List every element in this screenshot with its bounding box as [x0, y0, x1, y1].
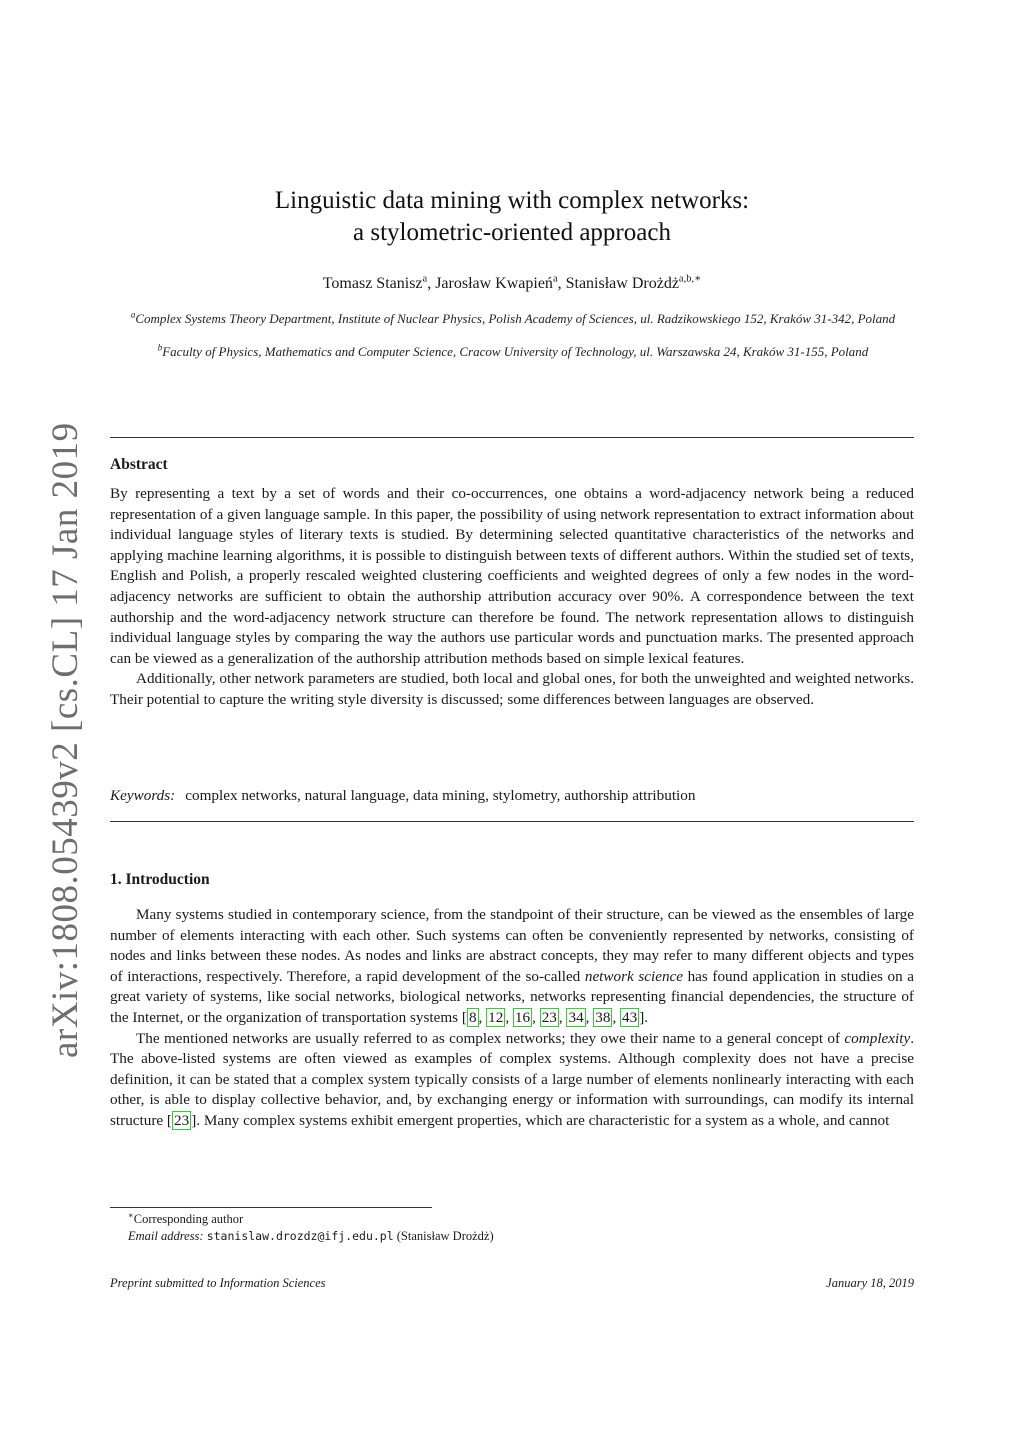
preprint-date: January 18, 2019 — [826, 1276, 914, 1290]
affiliation-b — [118, 344, 908, 361]
keywords-text: complex networks, natural language, data mining, stylometry, authorship attribution — [185, 787, 696, 804]
author-name: Jarosław Kwapień — [435, 275, 553, 292]
arxiv-identifier-stamp[interactable]: arXiv:1808.05439v2 [cs.CL] 17 Jan 2019 — [45, 422, 86, 1058]
citation-link[interactable]: 16 — [514, 1008, 531, 1026]
affiliation-a — [118, 311, 908, 328]
email-label: Email address: — [128, 1229, 204, 1243]
keywords — [110, 786, 914, 806]
citation-link[interactable]: 12 — [488, 1008, 504, 1026]
intro-text: has found application in studies on a great variety of systems, like social networks, biological networks, networks representing financial dependencies, the structure of the Internet, or the organization of transportation systems [ — [110, 967, 915, 1026]
author-separator: , — [557, 275, 566, 292]
abstract-paragraph-1: By representing a text by a set of words and their co-occurrences, one obtains a word-adjacency network being a reduced representation of a given language sample. In this paper, the possibility of using network representation to extract information about individual language styles of literary texts is studied. By determining selected quantitative characteristics of the networks and applying machine learning algorithms, it is possible to distinguish between texts of different authors. Within the studied set of texts, English and Polish, a properly rescaled weighted clustering coefficients and weighted degrees of only a few nodes in the word-adjacency networks are sufficient to obtain the authorship attribution accuracy over 90%. A correspondence between the text authorship and the word-adjacency network structure can therefore be found. The network representation allows to distinguish individual language styles by comparing the way the authors use particular words and punctuation marks. The presented approach can be viewed as a generalization of the authorship attribution methods based on simple lexical features. — [110, 485, 914, 667]
intro-paragraph-1: Many systems studied in contemporary science, from the standpoint of their structure, can be viewed as the ensembles of large number of elements interacting with each other. Such systems can often be conveniently represented by networks, consisting of nodes and links between these nodes. As nodes and links are abstract concepts, they may refer to many different objects and types of interactions, respectively. Therefore, a rapid development of the so-called network science has found application in studies on a great variety of systems, like social networks, biological networks, networks representing financial dependencies, the structure of the Internet, or the organization of transportation systems [ 8 , 12 , 16 , 23 , 34 , 38 , 43 ]. — [110, 906, 915, 1026]
footnote-text: Corresponding author — [133, 1212, 244, 1226]
footnote-email-line — [110, 1228, 914, 1245]
footnote-corresponding — [110, 1211, 914, 1228]
paper-title — [110, 185, 914, 249]
email-owner: (Stanisław Drożdż) — [396, 1229, 494, 1243]
abstract-top-rule — [110, 437, 914, 438]
intro-emphasis: complexity — [844, 1029, 911, 1047]
title-line-1: Linguistic data mining with complex networks: — [274, 187, 750, 214]
author-name: Stanisław Drożdż — [565, 275, 679, 292]
author-separator: , — [427, 275, 436, 292]
abstract-heading: Abstract — [110, 456, 168, 473]
citation-link[interactable]: 38 — [595, 1008, 611, 1026]
author-list — [110, 273, 914, 295]
intro-text: ]. — [639, 1008, 649, 1026]
intro-text: . The above-listed systems are often viewed as examples of complex systems. Although complexity does not have a precise definition, it can be stated that a complex system typically consists of a large number of elements nonlinearly interacting with each other, is able to display collective behavior, and, by exchanging energy or information with surroundings, can modify its internal structure [ — [110, 1029, 914, 1129]
intro-text: Many systems studied in contemporary science, from the standpoint of their structure, can be viewed as the ensembles of large number of elements interacting with each other. Such systems can often be conveniently represented by networks, consisting of nodes and links between these nodes. As nodes and links are abstract concepts, they may refer to many different objects and types of interactions, respectively. Therefore, a rapid development of the so-called — [110, 906, 914, 985]
section-heading-introduction: 1. Introduction — [110, 871, 210, 888]
intro-emphasis: network science — [584, 967, 684, 985]
author-affiliation-mark: a — [552, 273, 558, 285]
author-name: Tomasz Stanisz — [322, 275, 423, 292]
preprint-note: Preprint submitted to Information Sciences — [110, 1276, 326, 1290]
intro-paragraph-2 — [110, 1029, 914, 1132]
intro-text: The mentioned networks are usually referred to as complex networks; they owe their name to a general concept of — [136, 1029, 845, 1047]
footnote-rule — [110, 1207, 432, 1208]
footnote-mark: ∗ — [128, 1209, 134, 1220]
affiliation-text: Faculty of Physics, Mathematics and Computer Science, Cracow University of Technology, ul. Warszawska 24, Kraków 31-155, Poland — [162, 344, 869, 359]
introduction-body — [110, 905, 914, 1132]
email-address[interactable]: stanislaw.drozdz@ifj.edu.pl — [206, 1229, 394, 1243]
citation-link[interactable]: 34 — [568, 1008, 584, 1026]
affiliation-mark: b — [157, 342, 163, 353]
citation-link[interactable]: 8 — [468, 1008, 477, 1026]
abstract-paragraph-2: Additionally, other network parameters are studied, both local and global ones, for both the unweighted and weighted networks. Their potential to capture the writing style diversity is discussed; some differences between languages are observed. — [110, 670, 914, 708]
intro-text: ]. Many complex systems exhibit emergent properties, which are characteristic for a system as a whole, and cannot — [191, 1111, 890, 1129]
keywords-label: Keywords: — [110, 787, 176, 804]
author-affiliation-mark[interactable]: a,b,∗ — [678, 273, 702, 285]
footnote — [110, 1211, 914, 1245]
abstract-bottom-rule — [110, 821, 914, 822]
citation-link[interactable]: 43 — [622, 1008, 638, 1026]
affiliation-text: Complex Systems Theory Department, Institute of Nuclear Physics, Polish Academy of Sciences, ul. Radzikowskiego 152, Kraków 31-342, Poland — [135, 311, 896, 326]
title-line-2: a stylometric-oriented approach — [353, 219, 671, 246]
author-affiliation-mark: a — [422, 273, 428, 285]
citation-link[interactable]: 23 — [174, 1111, 190, 1129]
abstract-body — [110, 484, 914, 711]
affiliation-mark: a — [130, 309, 136, 320]
citation-link[interactable]: 23 — [541, 1008, 557, 1026]
